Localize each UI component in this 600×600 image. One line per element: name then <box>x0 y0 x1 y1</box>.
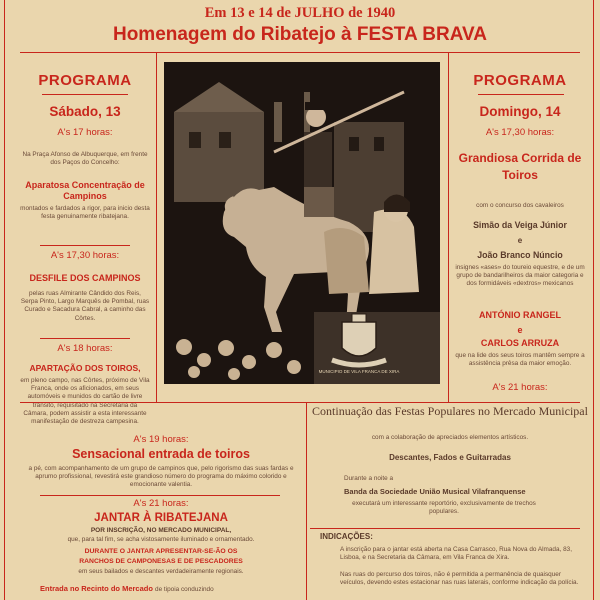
hour-19: A's 19 horas: <box>133 434 189 445</box>
banda: Banda da Sociedade União Musical Vilafranquense <box>344 487 526 496</box>
rule <box>478 94 564 95</box>
hour-21-left: A's 21 horas: <box>133 498 189 509</box>
text-apartacao: em pleno campo, nas Côrtes, próximo de Vila Franca, onde os aficionados, em seus automóveis e munidos do cartão de livre trânsito, requisitado na Secretaria da Câmara, podem assistir a esta interessante manifestação de destreza campesina. <box>20 377 150 426</box>
hour-18: A's 18 horas: <box>57 343 113 354</box>
hour-1730-left: A's 17,30 horas: <box>50 250 120 261</box>
indicacoes-title: INDICAÇÕES: <box>320 532 373 541</box>
indicacao-1: A inscrição para o jantar está aberta na Casa Carrasco, Rua Nova do Almada, 83, Lisboa, e na Secretaria da Câmara, em Vila Franca de Xira. <box>340 546 572 562</box>
indicacao-2: Nas ruas do percurso dos toiros, não é permitida a permanência de quaisquer veículos, devendo estes estacionar nas ruas laterais, conforme indicação da polícia. <box>340 571 579 587</box>
text-17: Na Praça Afonso de Albuquerque, em frente dos Paços do Concelho: <box>22 151 148 167</box>
header-rule <box>20 52 580 53</box>
title-17: Aparatosa Concentração de Campinos <box>25 180 145 201</box>
descantes: Descantes, Fados e Guitarradas <box>389 453 511 462</box>
ranchos: RANCHOS DE CAMPONESAS E DE PESCADORES <box>79 558 243 565</box>
date-line: Em 13 e 14 de JULHO de 1940 <box>204 5 396 21</box>
jantar-title: JANTAR À RIBATEJANA <box>94 512 228 524</box>
entrada-line <box>40 584 310 594</box>
sensacional-text: a pé, com acompanhamento de um grupo de campinos que, pelo rigorismo das suas fardas e aprumo profissional, revestirá este grandioso número do programa do máximo colorido e emocionante valentia. <box>28 465 294 489</box>
horseman-illustration <box>164 62 440 384</box>
continuacao-title: Continuação das Festas Populares no Mercado Municipal <box>312 404 588 418</box>
day-right: Domingo, 14 <box>479 104 561 119</box>
bottom-column-rule <box>306 402 307 600</box>
ampersand-2: e <box>517 325 523 335</box>
jantar-text: que, para tal fim, se acha vistosamente iluminado e ornamentado. <box>67 536 255 543</box>
corrida-title: Grandiosa Corrida de Toiros <box>458 151 582 182</box>
rule <box>40 338 130 339</box>
entrada-title: Entrada no Recinto do Mercado <box>40 584 153 593</box>
column-rule-right <box>448 52 449 402</box>
hour-21-right: A's 21 horas: <box>492 382 548 393</box>
mid-rule <box>20 402 580 403</box>
hour-1730-right: A's 17,30 horas: <box>485 127 555 138</box>
rule <box>40 245 130 246</box>
forcado-2: CARLOS ARRUZA <box>480 338 560 348</box>
sensacional-title: Sensacional entrada de toiros <box>72 447 250 461</box>
text-lide: que na lide dos seus toiros mantêm sempre a assistência prêsa da maior emoção. <box>455 352 585 368</box>
rule <box>310 528 580 529</box>
durante-noite: Durante a noite a <box>344 475 394 482</box>
cavaleiro-2: João Branco Núncio <box>477 250 563 260</box>
programa-left: PROGRAMA <box>38 72 132 89</box>
cavaleiro-1: Simão da Veiga Júnior <box>473 220 567 230</box>
title-desfile: DESFILE DOS CAMPINOS <box>29 273 141 283</box>
column-rule-left <box>156 52 157 402</box>
text-cavaleiros: com o concurso dos cavaleiros <box>476 202 564 209</box>
illustration <box>164 62 440 384</box>
jantar-sub: POR INSCRIÇÃO, NO MERCADO MUNICIPAL, <box>90 527 232 534</box>
municipal-emblem <box>324 312 394 374</box>
title-apartacao: APARTAÇÃO DOS TOIROS, <box>29 363 141 373</box>
programa-right: PROGRAMA <box>473 72 567 89</box>
day-left: Sábado, 13 <box>49 104 121 119</box>
emblem-caption: MUNICIPIO DE VILA FRANCA DE XIRA <box>318 369 400 374</box>
hour-17: A's 17 horas: <box>57 127 113 138</box>
page-title: Homenagem do Ribatejo à FESTA BRAVA <box>112 24 488 45</box>
text-17b: montados e fardados a rigor, para inicio desta festa genuinamente ribatejana. <box>20 205 150 221</box>
continuacao-text: com a colaboração de apreciados elementos artísticos. <box>371 434 529 441</box>
entrada-text: de tipoia conduzindo <box>155 586 214 593</box>
text-bandarilheiros: insignes «ases» do toureio equestre, e de um grupo de bandarilheiros da maior categoria e dos formidáveis «dextros» mexicanos <box>455 264 585 288</box>
text-desfile: pelas ruas Almirante Cândido dos Reis, Serpa Pinto, Largo Marquês de Pombal, ruas Curado e Sacadura Cabral, a caminho das Côrtes. <box>20 290 150 322</box>
forcado-1: ANTÓNIO RANGEL <box>479 310 561 320</box>
rule <box>42 94 128 95</box>
durante-jantar: DURANTE O JANTAR APRESENTAR-SE-ÃO OS <box>84 548 238 555</box>
ampersand-1: e <box>517 236 523 245</box>
banda-text: executará um interessante reportório, exclusivamente de trechos populares. <box>352 500 536 516</box>
ranchos-text: em seus bailados e descantes verdadeiramente regionais. <box>78 568 244 575</box>
rule <box>40 495 280 496</box>
coat-of-arms-icon <box>324 312 394 374</box>
